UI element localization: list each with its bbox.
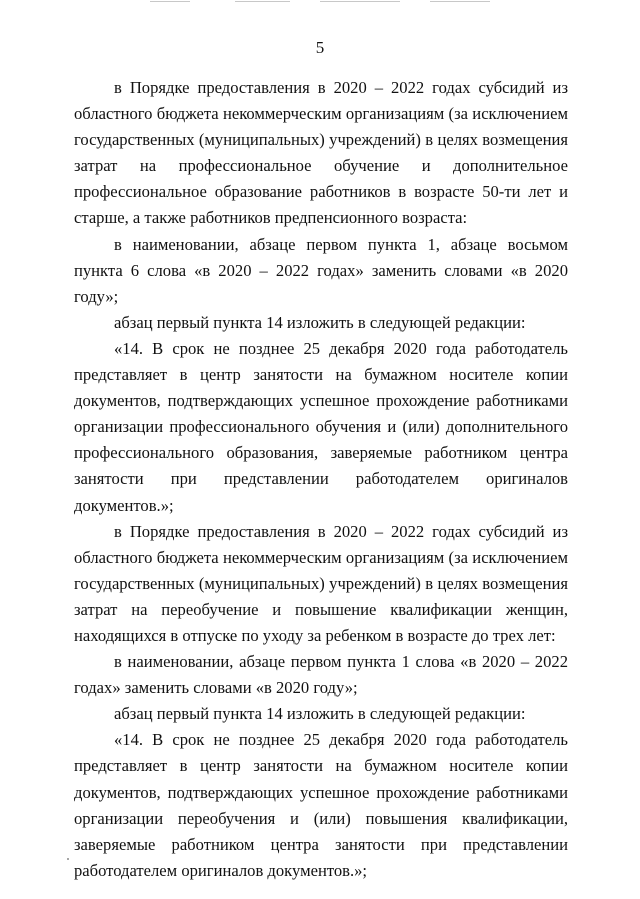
paragraph: в наименовании, абзаце первом пункта 1, абзаце восьмом пункта 6 слова «в 2020 – 2022 годах» заменить словами «в 2020 году»; [74,234,568,306]
paragraph: «14. В срок не позднее 25 декабря 2020 года работодатель представляет в центр занятости на бумажном носителе копии документов, подтверждающих успешное прохождение работниками организации переобучения и (или) повышения квалификации, заверяемые работником центра занятости при представлении работодателем оригиналов документов.»; [74,730,568,880]
page-number: 5 [315,38,325,57]
scan-speck [67,858,69,860]
paragraph: абзац первый пункта 14 изложить в следующей редакции: [114,704,526,724]
document-body [74,75,568,884]
paragraph: в наименовании, абзаце первом пункта 1 слова «в 2020 – 2022 годах» заменить словами «в 2020 году»; [74,652,568,698]
paragraph: абзац первый пункта 14 изложить в следующей редакции: [114,312,526,332]
paragraph: в Порядке предоставления в 2020 – 2022 годах субсидий из областного бюджета некоммерческим организациям (за исключением государственных (муниципальных) учреждений) в целях возмещения затрат на профессиональное обучение и дополнительное профессиональное образование работников в возрасте 50-ти лет и старше, а также работников предпенсионного возраста: [74,78,568,228]
paragraph: «14. В срок не позднее 25 декабря 2020 года работодатель представляет в центр занятости на бумажном носителе копии документов, подтверждающих успешное прохождение работниками организации профессионального обучения и (или) дополнительного профессионального образования, заверяемые работником центра занятости при представлении работодателем оригиналов документов.»; [74,338,568,515]
paragraph: в Порядке предоставления в 2020 – 2022 годах субсидий из областного бюджета некоммерческим организациям (за исключением государственных (муниципальных) учреждений) в целях возмещения затрат на переобучение и повышение квалификации женщин, находящихся в отпуске по уходу за ребенком в возрасте до трех лет: [74,521,568,645]
scan-edge-artifacts [0,0,640,6]
